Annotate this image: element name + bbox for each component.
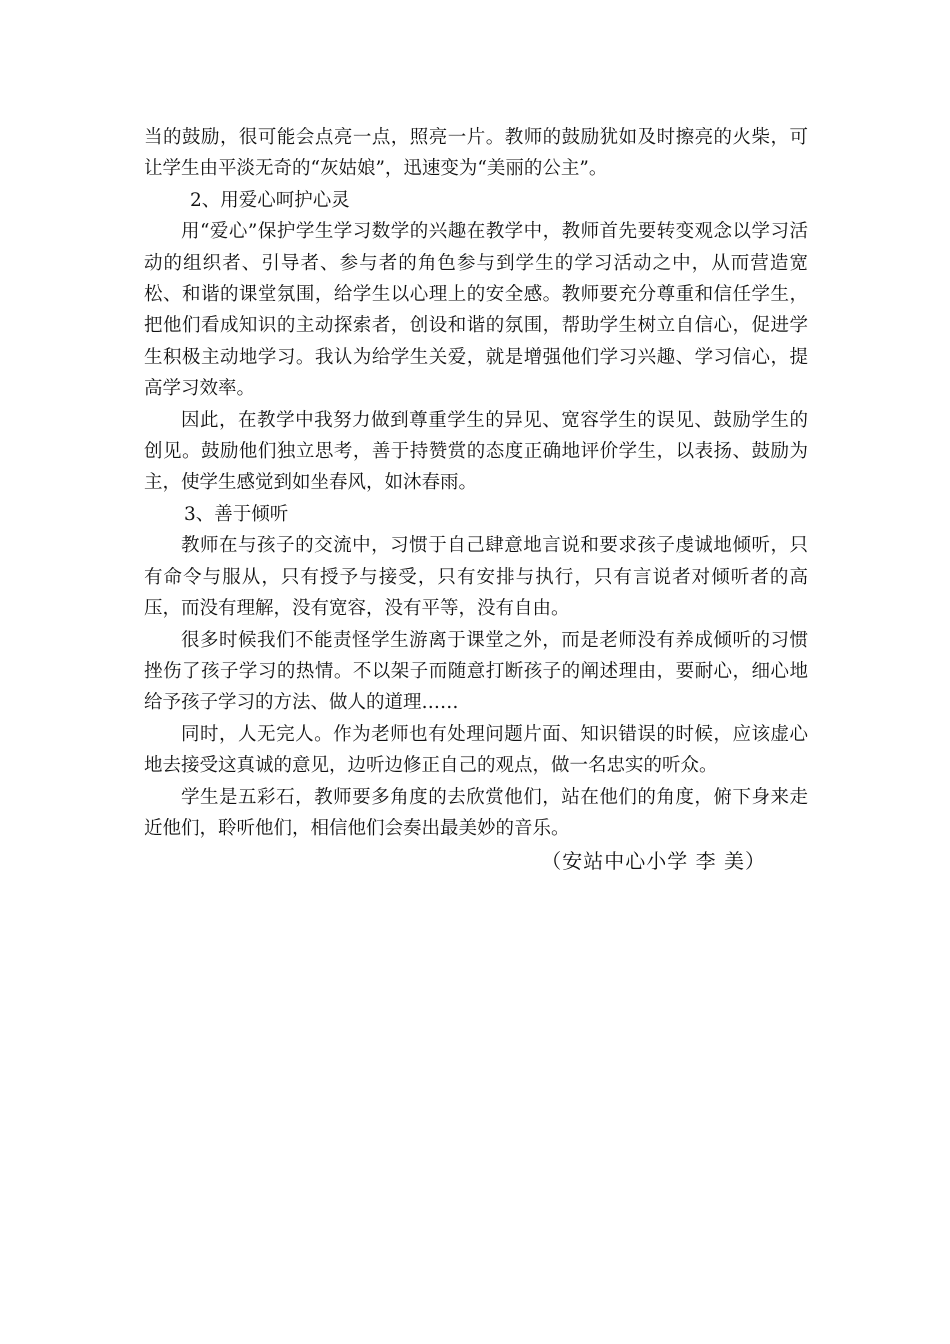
- paragraph-listen-1: 教师在与孩子的交流中，习惯于自己肆意地言说和要求孩子虔诚地倾听，只有命令与服从，只有授予与接受，只有安排与执行，只有言说者对倾听者的高压，而没有理解，没有宽容，没有平等，没有自由。: [144, 535, 808, 620]
- section-heading-3: 3、善于倾听: [184, 503, 289, 525]
- paragraph-intro: 当的鼓励，很可能会点亮一点，照亮一片。教师的鼓励犹如及时擦亮的火柴，可让学生由平淡无奇的“灰姑娘”，迅速变为“美丽的公主”。: [144, 127, 808, 180]
- paragraph-conclusion: 学生是五彩石，教师要多角度的去欣赏他们，站在他们的角度，俯下身来走近他们，聆听他们，相信他们会奏出最美妙的音乐。: [144, 786, 808, 839]
- document-body: [144, 122, 808, 878]
- section-heading-2: 2、用爱心呵护心灵: [190, 189, 350, 211]
- paragraph-listen-3: 同时，人无完人。作为老师也有处理问题片面、知识错误的时候，应该虚心地去接受这真诚的意见，边听边修正自己的观点，做一名忠实的听众。: [144, 723, 808, 777]
- author-signature: （安站中心小学 李 美）: [541, 849, 766, 874]
- paragraph-listen-2: 很多时候我们不能责怪学生游离于课堂之外，而是老师没有养成倾听的习惯挫伤了孩子学习的热情。不以架子而随意打断孩子的阐述理由，要耐心，细心地给予孩子学习的方法、做人的道理……: [144, 629, 808, 714]
- paragraph-love-1: 用“爱心”保护学生学习数学的兴趣在教学中，教师首先要转变观念以学习活动的组织者、引导者、参与者的角色参与到学生的学习活动之中，从而营造宽松、和谐的课堂氛围，给学生以心理上的安全感。教师要充分尊重和信任学生，把他们看成知识的主动探索者，创设和谐的氛围，帮助学生树立自信心，促进学生积极主动地学习。我认为给学生关爱，就是增强他们学习兴趣、学习信心，提高学习效率。: [144, 221, 808, 400]
- paragraph-love-2: 因此，在教学中我努力做到尊重学生的异见、宽容学生的误见、鼓励学生的创见。鼓励他们独立思考，善于持赞赏的态度正确地评价学生，以表扬、鼓励为主，使学生感觉到如坐春风，如沐春雨。: [144, 409, 808, 494]
